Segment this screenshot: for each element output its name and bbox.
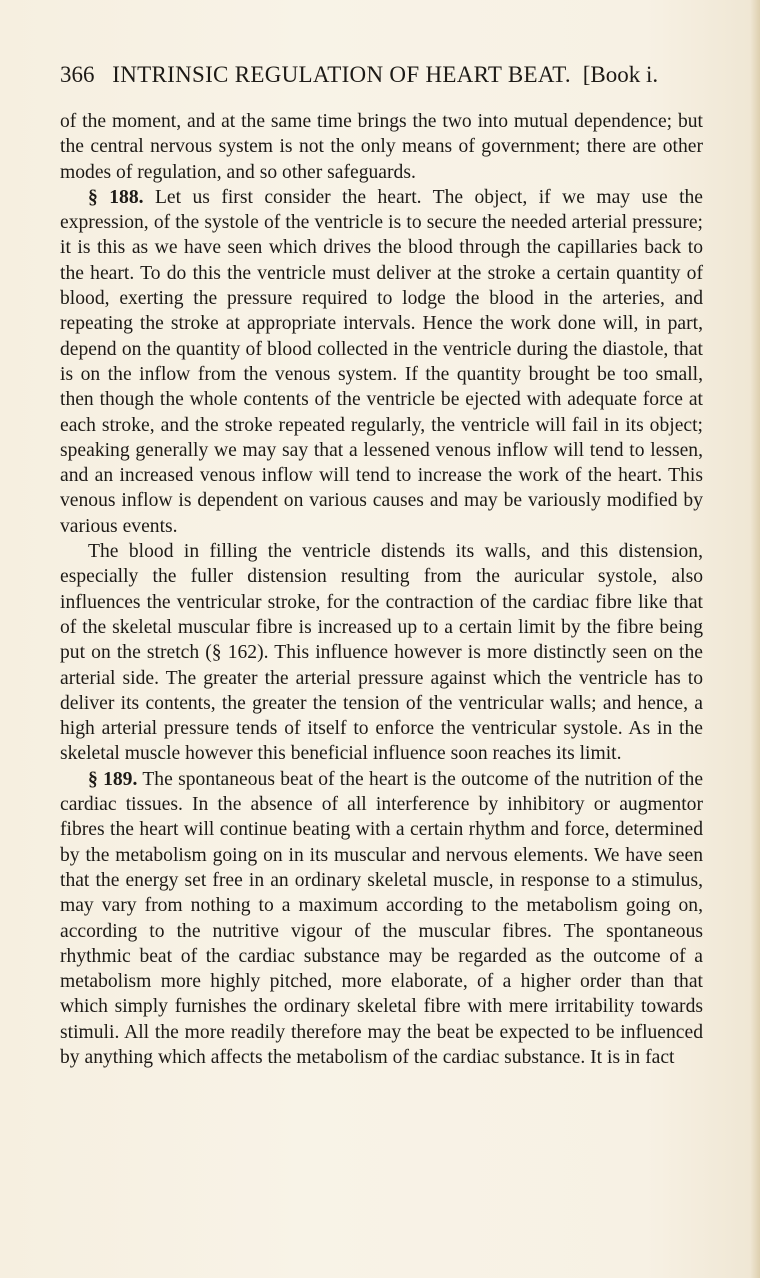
body-text xyxy=(60,109,703,1070)
paragraph-blood-distension xyxy=(60,539,703,767)
paragraph-text: The spontaneous beat of the heart is the outcome of the nutrition of the cardiac tissues. In the absence of all interference by inhibitory or augmentor fibres the heart will continue beating with a certain rhythm and force, determined by the metabolism going on in its muscular and nervous elements. We have seen that the energy set free in an ordinary skeletal muscle, in response to a stimulus, may vary from nothing to a maximum according to the metabolism going on, according to the nutritive vigour of the muscular fibres. The spontaneous rhythmic beat of the cardiac substance may be regarded as the outcome of a metabolism more highly pitched, more elaborate, of a higher order than that which simply furnishes the ordinary skeletal fibre with mere irritability towards stimuli. All the more readily therefore may the beat be expected to be influenced by anything which affects the metabolism of the cardiac substance. It is in fact xyxy=(60,768,704,1068)
section-number: § 188. xyxy=(88,186,144,208)
paragraph-section-189 xyxy=(60,767,703,1071)
paragraph-section-188 xyxy=(60,185,703,539)
page-edge-shadow xyxy=(750,0,760,1278)
running-title: INTRINSIC REGULATION OF HEART BEAT. xyxy=(112,62,571,87)
paragraph-text: Let us first consider the heart. The object, if we may use the expression, of the systole of the ventricle is to secure the needed arterial pressure; it is this as we have seen which drives the blood through the capillaries back to the heart. To do this the ventricle must deliver at the stroke a certain quantity of blood, exerting the pressure required to lodge the blood in the arteries, and repeating the stroke at appropriate intervals. Hence the work done will, in part, depend on the quantity of blood collected in the ventricle during the diastole, that is on the inflow from the venous system. If the quantity brought be too small, then though the whole contents of the ventricle be ejected with adequate force at each stroke, and the stroke repeated regularly, the ventricle will fail in its object; speaking generally we may say that a lessened venous inflow will tend to lessen, and an increased venous inflow will tend to increase the work of the heart. This venous inflow is dependent on various causes and may be variously modified by various events. xyxy=(60,186,704,537)
page-number: 366 xyxy=(60,62,95,87)
section-number: § 189. xyxy=(88,768,138,790)
paragraph-continuation xyxy=(60,109,703,185)
running-head xyxy=(60,58,720,92)
book-label: [Book i. xyxy=(582,62,659,87)
paragraph-text: of the moment, and at the same time brings the two into mutual dependence; but the central nervous system is not the only means of government; there are other modes of regulation, and so other safeguards. xyxy=(60,111,703,183)
paragraph-text: The blood in filling the ventricle distends its walls, and this distension, especially the fuller distension resulting from the auricular systole, also influences the ventricular stroke, for the contraction of the cardiac fibre like that of the skeletal muscular fibre is increased up to a certain limit by the fibre being put on the stretch (§ 162). This influence however is more distinctly seen on the arterial side. The greater the arterial pressure against which the ventricle has to deliver its contents, the greater the tension of the ventricular walls; and hence, a high arterial pressure tends of itself to enforce the ventricular systole. As in the skeletal muscle however this beneficial influence soon reaches its limit. xyxy=(60,541,703,765)
